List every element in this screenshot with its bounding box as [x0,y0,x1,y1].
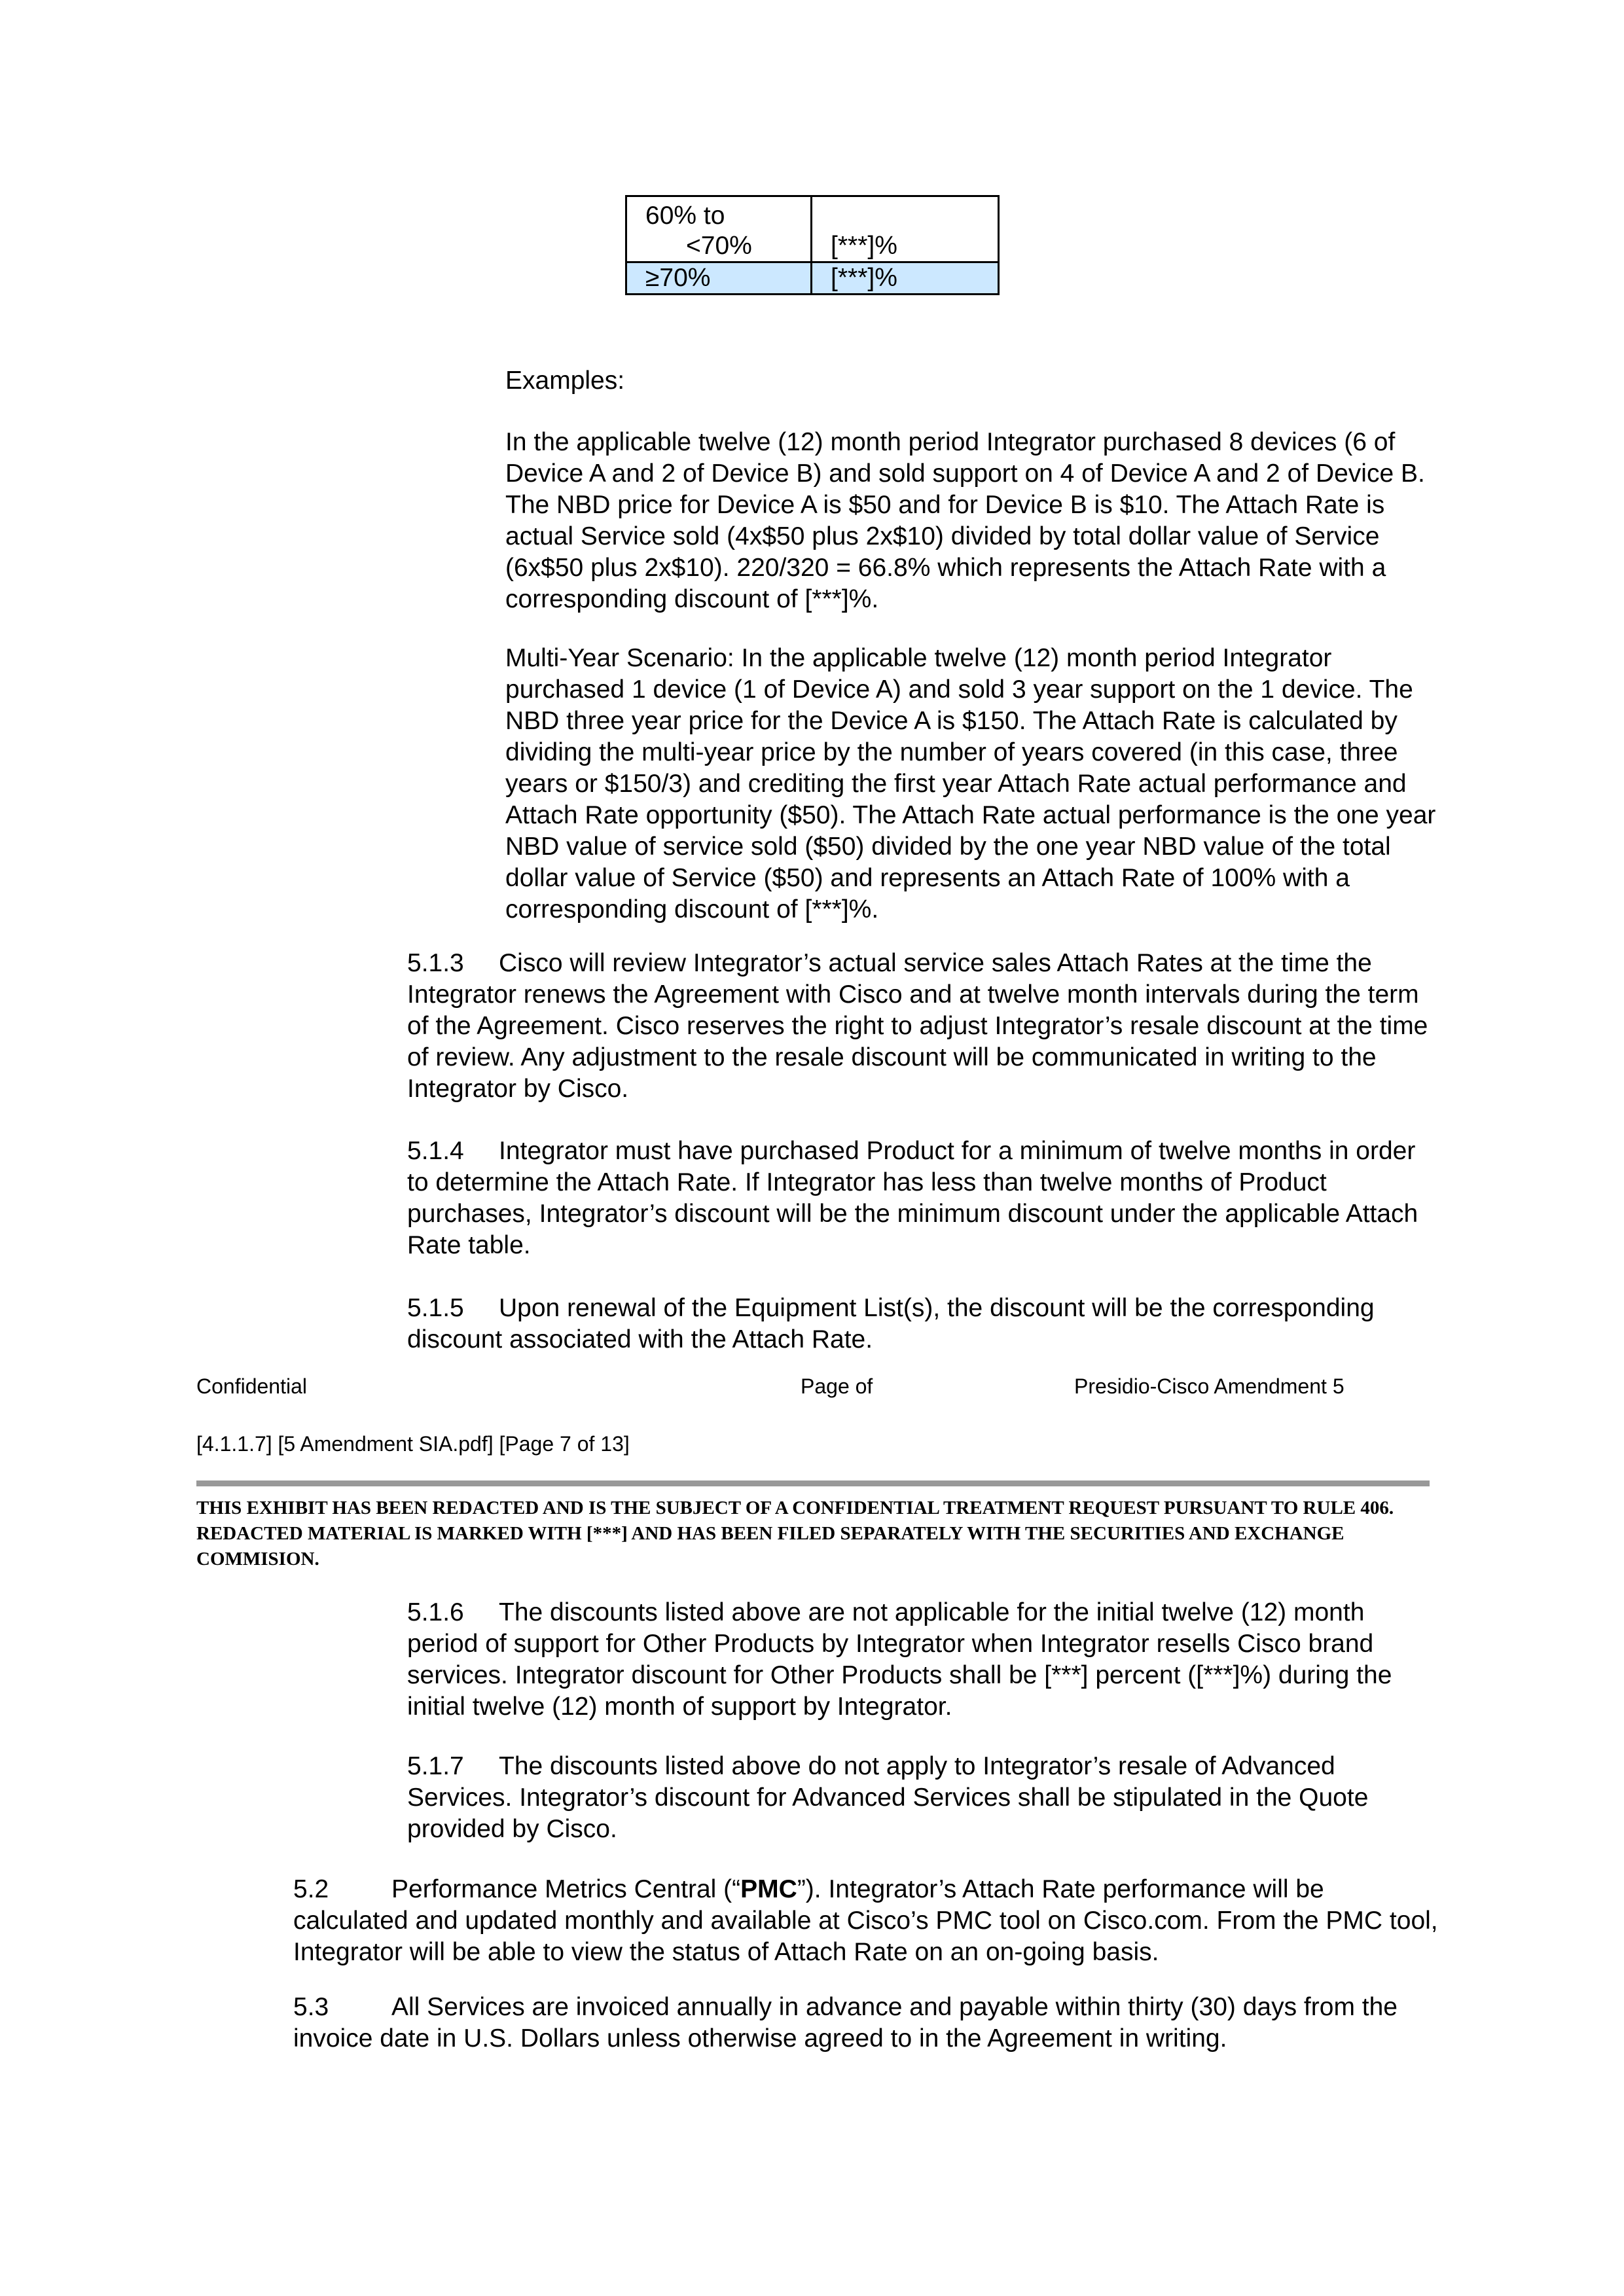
section-text: The discounts listed above are not applicable for the initial twelve (12) month period of support for Other Products by Integrator when Integrator resells Cisco brand services. Integrator discount for Other Products shall be [***] percent ([***]%) during the initial twelve (12) month of support by Integrator. [407,1598,1392,1721]
examples-heading: Examples: [505,367,625,395]
section-5-2 [293,1874,1445,1968]
section-text: Upon renewal of the Equipment List(s), the discount will be the corresponding discount associated with the Attach Rate. [407,1294,1375,1354]
redaction-notice: THIS EXHIBIT HAS BEEN REDACTED AND IS THE SUBJECT OF A CONFIDENTIAL TREATMENT REQUEST PURSUANT TO RULE 406. REDACTED MATERIAL IS MARKED WITH [***] AND HAS BEEN FILED SEPARATELY WITH THE SECURITIES AND EXCHANGE COMMISION. [196,1498,1394,1570]
section-number: 5.1.4 [407,1137,464,1165]
section-text-end: ”). Integrator’s Attach Rate performance will be calculated and updated monthly and available at Cisco’s PMC tool on Cisco.com. From the PMC tool, Integrator will be able to view the status of Attach Rate on an on-going basis. [293,1875,1438,1966]
pmc-term: PMC [740,1875,797,1903]
section-text: Integrator must have purchased Product for a minimum of twelve months in order to determine the Attach Rate. If Integrator has less than twelve months of Product purchases, Integrator’s discount will be the minimum discount under the applicable Attach Rate table. [407,1137,1418,1259]
section-text: All Services are invoiced annually in advance and payable within thirty (30) days from the invoice date in U.S. Dollars unless otherwise agreed to in the Agreement in writing. [293,1993,1398,2053]
section-5-1-5 [407,1293,1441,1355]
section-text: Cisco will review Integrator’s actual service sales Attach Rates at the time the Integrator renews the Agreement with Cisco and at twelve month intervals during the term of the Agreement. Cisco reserves the right to adjust Integrator’s resale discount at the time of review. Any adjustment to the resale discount will be communicated in writing to the Integrator by Cisco. [407,949,1428,1103]
range-cell: ≥70% [626,262,812,295]
discount-cell: [***]% [812,196,999,262]
section-5-3 [293,1992,1445,2054]
table-row [626,196,999,262]
example-2-text: Multi-Year Scenario: In the applicable twelve (12) month period Integrator purchased 1 device (1 of Device A) and sold 3 year support on the 1 device. The NBD three year price for the Device A is $150. The Attach Rate is calculated by dividing the multi-year price by the number of years covered (in this case, three years or $150/3) and crediting the first year Attach Rate actual performance and Attach Rate opportunity ($50). The Attach Rate actual performance is the one year NBD value of service sold ($50) divided by the one year NBD value of the total dollar value of Service ($50) and represents an Attach Rate of 100% with a corresponding discount of [***]%. [505,644,1436,924]
discount-cell: [***]% [812,262,999,295]
range-text-line2: <70% [686,232,752,260]
section-5-1-7 [407,1751,1441,1845]
page-divider [196,1480,1430,1486]
footer-left: Confidential [196,1374,307,1398]
example-1-text: In the applicable twelve (12) month period Integrator purchased 8 devices (6 of Device A and 2 of Device B) and sold support on 4 of Device A and 2 of Device B. The NBD price for Device A is $50 and for Device B is $10. The Attach Rate is actual Service sold (4x$50 plus 2x$10) divided by total dollar value of Service (6x$50 plus 2x$10). 220/320 = 66.8% which represents the Attach Rate with a corresponding discount of [***]%. [505,428,1425,613]
section-5-1-4 [407,1136,1441,1261]
range-text-line1: 60% to [645,202,725,230]
attach-rate-table [625,195,1000,295]
section-text: The discounts listed above do not apply to Integrator’s resale of Advanced Services. Integrator’s discount for Advanced Services shall be stipulated in the Quote provided by Cisco. [407,1752,1369,1843]
section-number: 5.1.5 [407,1294,464,1322]
section-5-1-3 [407,948,1441,1105]
examples-block [505,365,1441,925]
source-reference: [4.1.1.7] [5 Amendment SIA.pdf] [Page 7 of 13] [196,1432,630,1456]
section-number: 5.1.3 [407,949,464,977]
footer-right: Presidio-Cisco Amendment 5 [1074,1374,1344,1398]
footer-center: Page of [801,1374,873,1398]
range-cell [626,196,812,262]
section-number: 5.1.7 [407,1752,464,1780]
section-text-start: Performance Metrics Central (“ [391,1875,741,1903]
table-row [626,262,999,295]
section-number: 5.2 [293,1875,329,1903]
section-number: 5.1.6 [407,1598,464,1626]
section-number: 5.3 [293,1993,329,2021]
section-5-1-6 [407,1597,1441,1723]
